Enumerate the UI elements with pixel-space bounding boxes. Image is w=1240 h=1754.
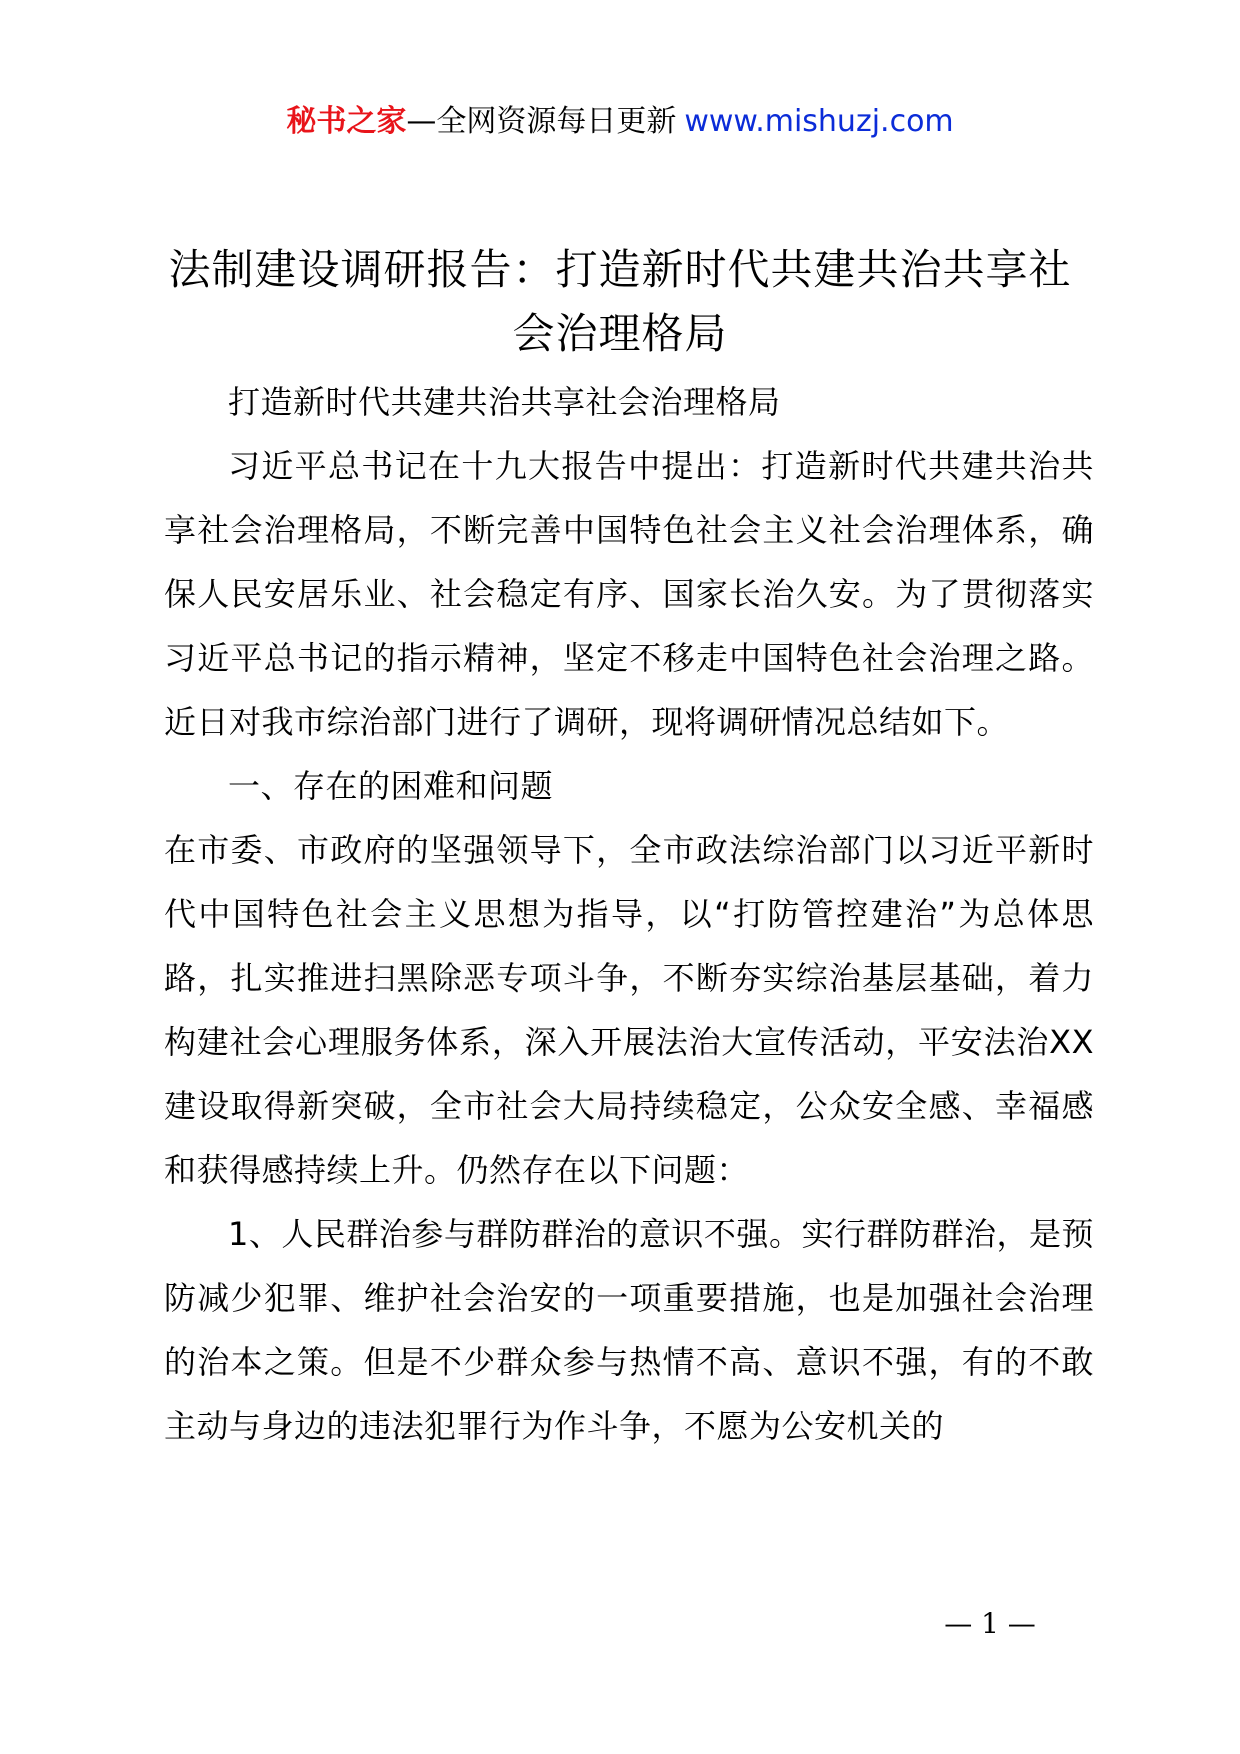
page-number: — 1 — [944,1607,1036,1640]
document-subtitle: 打造新时代共建共治共享社会治理格局 [228,383,781,421]
site-header [0,100,1240,144]
document-body [164,370,1094,1458]
header-tagline: —全网资源每日更新 [406,104,677,139]
paragraph-intro: 习近平总书记在十九大报告中提出：打造新时代共建共治共享社会治理格局，不断完善中国特色社会主义社会治理体系，确保人民安居乐业、社会稳定有序、国家长治久安。为了贯彻落实习近平总书记的指示精神，坚定不移走中国特色社会治理之路。近日对我市综治部门进行了调研，现将调研情况总结如下。 [164,447,1094,741]
document-title: 法制建设调研报告：打造新时代共建共治共享社会治理格局 [168,245,1072,358]
site-url-link[interactable]: www.mishuzj.com [684,104,954,139]
paragraph-issue-1: 1、人民群治参与群防群治的意识不强。实行群防群治，是预防减少犯罪、维护社会治安的一项重要措施，也是加强社会治理的治本之策。但是不少群众参与热情不高、意识不强，有的不敢主动与身边的违法犯罪行为作斗争，不愿为公安机关的 [164,1215,1094,1445]
paragraph-overview: 在市委、市政府的坚强领导下，全市政法综治部门以习近平新时代中国特色社会主义思想为指导，以“打防管控建治”为总体思路，扎实推进扫黑除恶专项斗争，不断夯实综治基层基础，着力构建社会心理服务体系，深入开展法治大宣传活动，平安法治XX建设取得新突破，全市社会大局持续稳定，公众安全感、幸福感和获得感持续上升。仍然存在以下问题： [164,831,1094,1189]
section-heading: 一、存在的困难和问题 [228,767,554,805]
brand-name: 秘书之家 [286,104,407,139]
